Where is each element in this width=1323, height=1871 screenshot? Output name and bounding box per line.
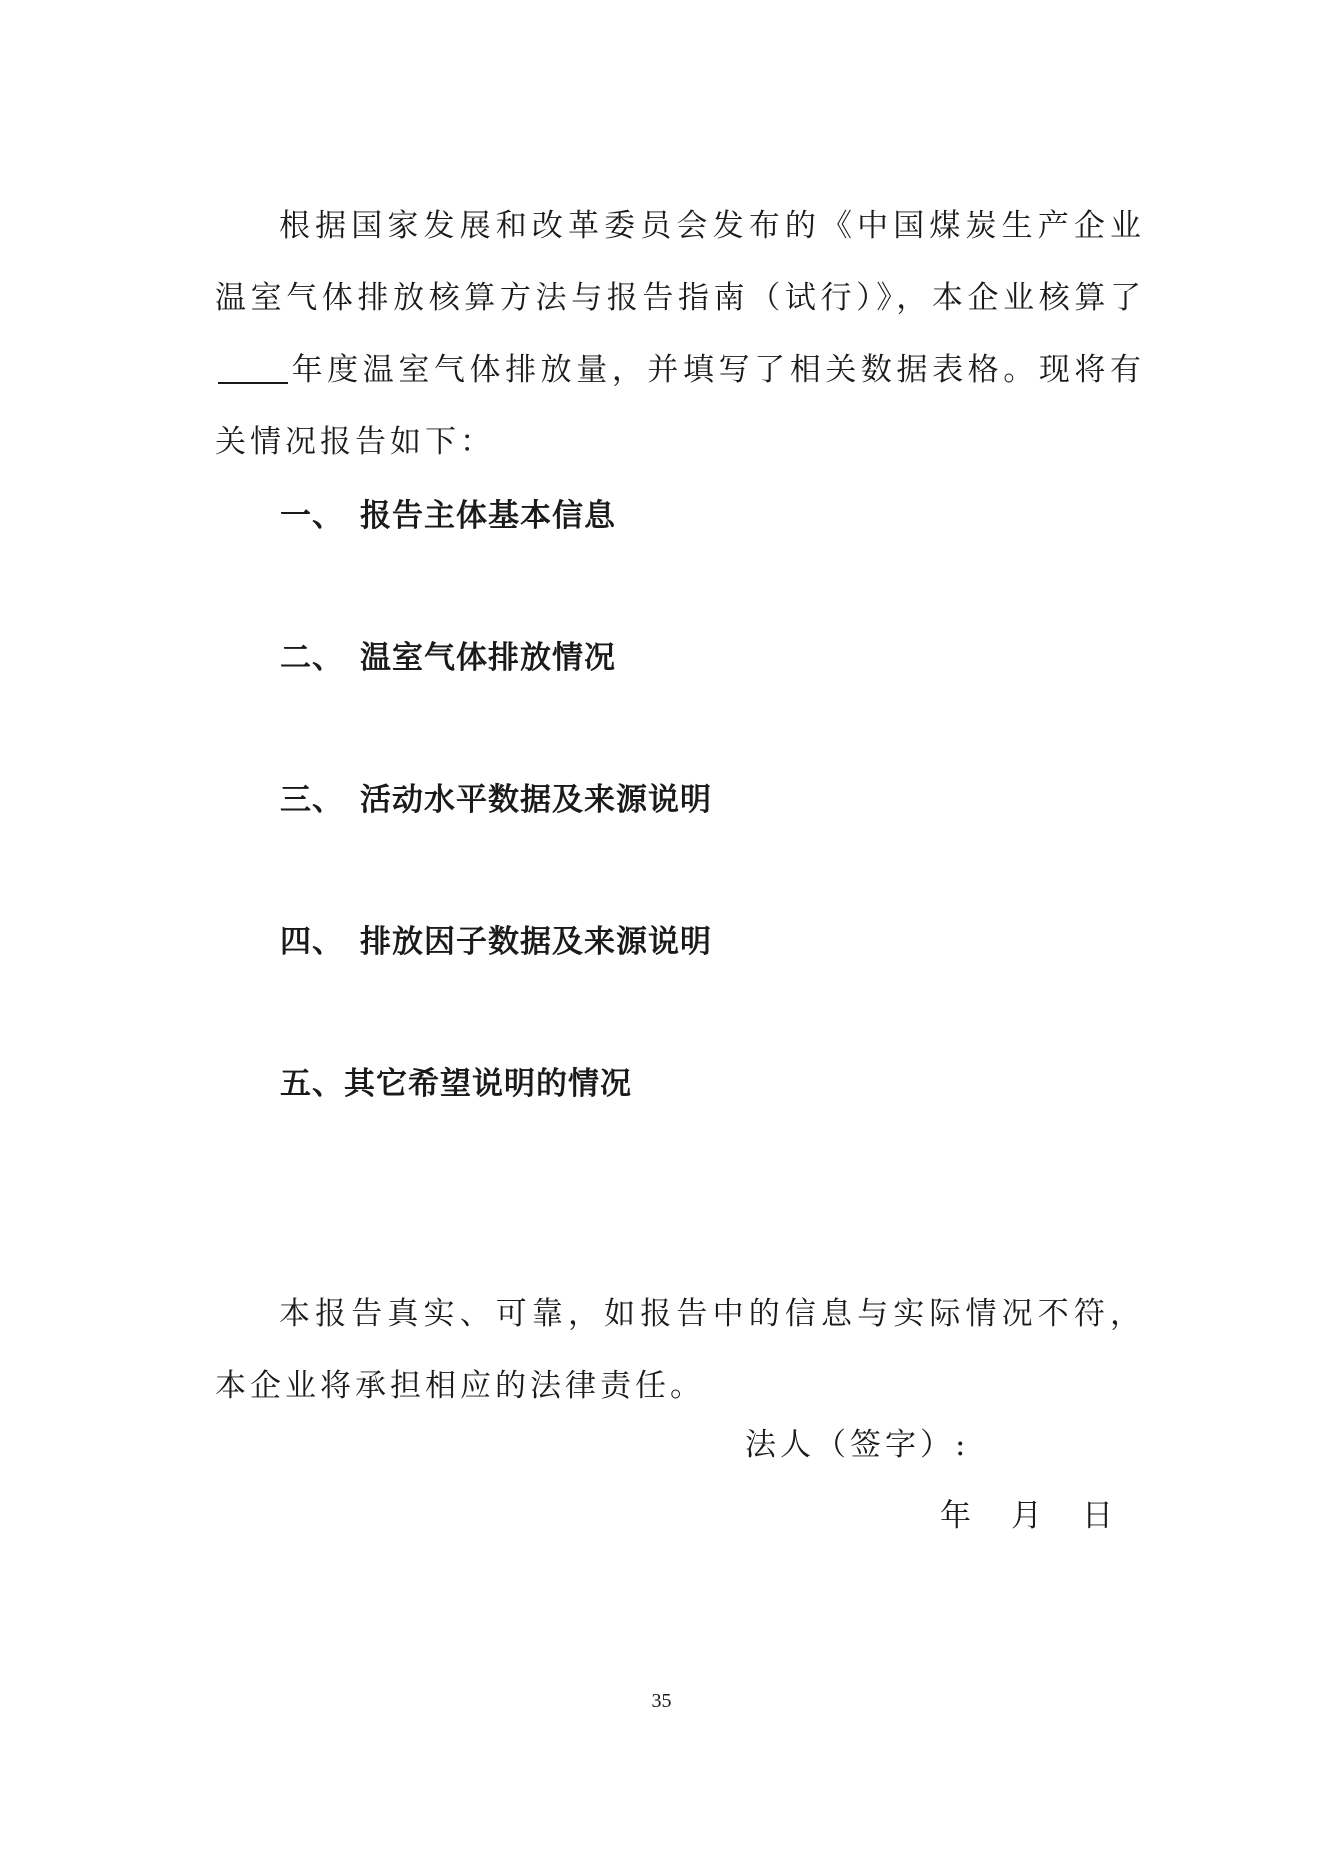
section-number: 五、 [280,1066,344,1102]
section-number: 三、 [280,782,344,818]
section-number: 四、 [280,924,344,960]
intro-text-after-blank: 年度温室气体排放量，并填写了相关数据表格。现将有关情况报告如下： [215,352,1145,460]
section-title: 活动水平数据及来源说明 [360,782,712,818]
declaration-paragraph: 本报告真实、可靠，如报告中的信息与实际情况不符，本企业将承担相应的法律责任。 [215,1296,1145,1404]
signature-label: 法人（签字）: [745,1427,970,1463]
section-title: 排放因子数据及来源说明 [360,924,712,960]
section-title: 报告主体基本信息 [360,498,616,534]
section-heading-1 [280,490,616,535]
intro-text-before-blank: 根据国家发展和改革委员会发布的《中国煤炭生产企业温室气体排放核算方法与报告指南（试行）》，本企业核算了 [215,208,1145,316]
date-day-label: 日 [1082,1498,1113,1534]
section-heading-3 [280,774,712,819]
page-number: 35 [651,1690,672,1712]
section-title: 温室气体排放情况 [360,640,616,676]
section-heading-5 [280,1058,632,1103]
date-line [940,1490,1113,1535]
date-month-label: 月 [1011,1498,1042,1534]
section-heading-2 [280,632,616,677]
section-number: 一、 [280,498,344,534]
date-year-label: 年 [940,1498,971,1534]
section-number: 二、 [280,640,344,676]
intro-paragraph [215,190,1145,478]
year-blank [218,352,288,384]
section-heading-4 [280,916,712,961]
section-title: 其它希望说明的情况 [344,1066,632,1102]
